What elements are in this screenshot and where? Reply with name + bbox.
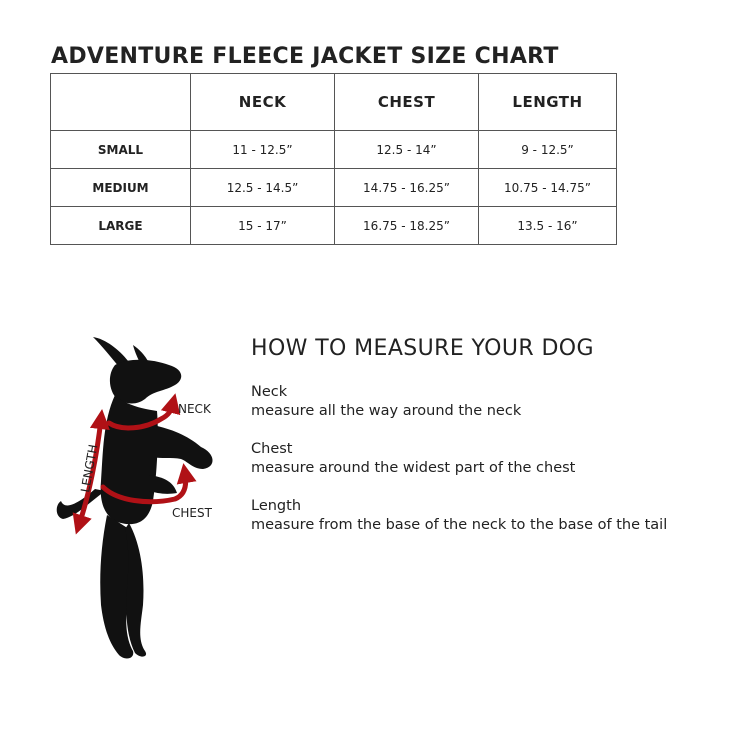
length-cell: 13.5 - 16”: [479, 207, 617, 245]
size-label-large: LARGE: [51, 207, 191, 245]
step-description: measure from the base of the neck to the base of the tail: [251, 517, 668, 533]
length-cell: 10.75 - 14.75”: [479, 169, 617, 207]
step-name: Length: [251, 498, 302, 514]
neck-cell: 15 - 17”: [191, 207, 335, 245]
step-description: measure around the widest part of the chest: [251, 460, 576, 476]
chest-cell: 14.75 - 16.25”: [335, 169, 479, 207]
measure-step-neck: [251, 383, 741, 421]
step-description: measure all the way around the neck: [251, 403, 522, 419]
size-label-small: SMALL: [51, 131, 191, 169]
neck-cell: 12.5 - 14.5”: [191, 169, 335, 207]
dog-measurement-diagram: [45, 325, 235, 665]
step-name: Neck: [251, 384, 288, 400]
measure-step-chest: [251, 440, 741, 478]
diagram-length-label: LENGTH: [78, 443, 101, 494]
table-row: [51, 169, 617, 207]
size-chart-title: ADVENTURE FLEECE JACKET SIZE CHART: [51, 44, 559, 69]
measure-guide: [251, 336, 741, 554]
neck-cell: 11 - 12.5”: [191, 131, 335, 169]
size-label-medium: MEDIUM: [51, 169, 191, 207]
header-empty-cell: [51, 74, 191, 131]
measure-step-length: [251, 497, 741, 535]
table-row: [51, 131, 617, 169]
dog-silhouette-icon: [57, 337, 213, 658]
diagram-neck-label: NECK: [178, 402, 211, 416]
chest-cell: 16.75 - 18.25”: [335, 207, 479, 245]
header-chest: CHEST: [335, 74, 479, 131]
header-length: LENGTH: [479, 74, 617, 131]
length-cell: 9 - 12.5”: [479, 131, 617, 169]
table-header-row: [51, 74, 617, 131]
header-neck: NECK: [191, 74, 335, 131]
table-row: [51, 207, 617, 245]
guide-heading: HOW TO MEASURE YOUR DOG: [251, 336, 594, 361]
diagram-chest-label: CHEST: [172, 506, 212, 520]
step-name: Chest: [251, 441, 293, 457]
size-chart-table: [50, 73, 617, 245]
chest-cell: 12.5 - 14”: [335, 131, 479, 169]
